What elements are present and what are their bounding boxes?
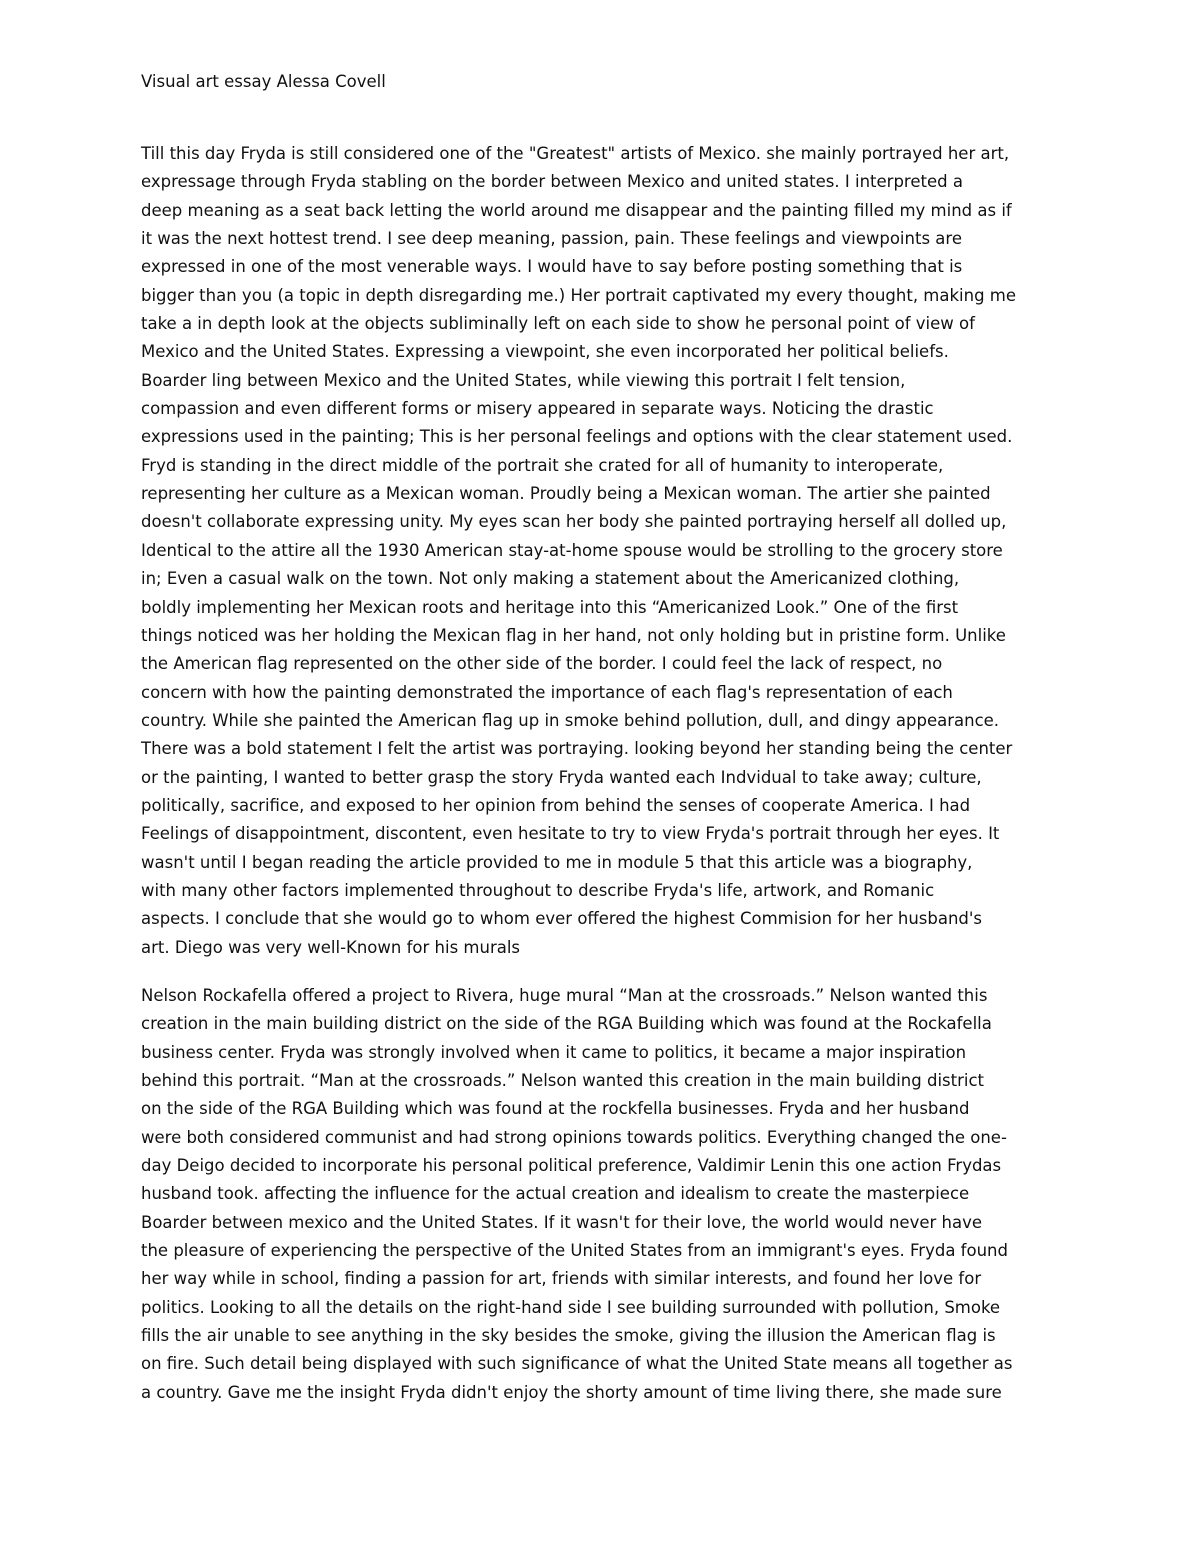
text-line: expressions used in the painting; This is her personal feelings and options with the clear statement used.	[141, 427, 1013, 447]
text-line: or the painting, I wanted to better grasp the story Fryda wanted each Indvidual to take away; culture,	[141, 767, 982, 787]
text-line: Fryd is standing in the direct middle of the portrait she crated for all of humanity to interoperate,	[141, 455, 944, 475]
text-line: aspects. I conclude that she would go to whom ever offered the highest Commision for her husband's	[141, 909, 983, 929]
text-line: expressage through Fryda stabling on the border between Mexico and united states. I interpreted a	[141, 172, 963, 192]
text-line: Mexico and the United States. Expressing a viewpoint, she even incorporated her political beliefs.	[141, 342, 949, 362]
essay-paragraph-1	[141, 140, 1061, 962]
text-line: wasn't until I began reading the article provided to me in module 5 that this article was a biography,	[141, 852, 973, 872]
text-line: day Deigo decided to incorporate his personal political preference, Valdimir Lenin this one action Frydas	[141, 1156, 1002, 1176]
text-line: on fire. Such detail being displayed with such significance of what the United State means all together as	[141, 1354, 1013, 1374]
text-line: expressed in one of the most venerable ways. I would have to say before posting something that is	[141, 257, 963, 277]
text-line: fills the air unable to see anything in the sky besides the smoke, giving the illusion the American flag is	[141, 1326, 996, 1346]
text-line: in; Even a casual walk on the town. Not only making a statement about the Americanized clothing,	[141, 569, 960, 589]
text-line: business center. Fryda was strongly involved when it came to politics, it became a major inspiration	[141, 1042, 967, 1062]
document-title: Visual art essay Alessa Covell	[141, 72, 386, 91]
text-line: doesn't collaborate expressing unity. My eyes scan her body she painted portraying herself all dolled up,	[141, 512, 1007, 532]
text-line: concern with how the painting demonstrated the importance of each flag's representation of each	[141, 682, 953, 702]
text-line: husband took. affecting the influence for the actual creation and idealism to create the masterpiece	[141, 1184, 970, 1204]
text-line: Till this day Fryda is still considered one of the "Greatest" artists of Mexico. she mainly portrayed her art,	[141, 144, 1010, 163]
text-line: Boarder ling between Mexico and the United States, while viewing this portrait I felt tension,	[141, 370, 906, 390]
text-line: were both considered communist and had strong opinions towards politics. Everything changed the one-	[141, 1127, 1007, 1147]
text-line: Nelson Rockafella offered a project to Rivera, huge mural “Man at the crossroads.” Nelson wanted this	[141, 986, 988, 1005]
text-line: There was a bold statement I felt the artist was portraying. looking beyond her standing being the center	[141, 739, 1013, 759]
text-line: politics. Looking to all the details on the right-hand side I see building surrounded with pollution, Smoke	[141, 1297, 1001, 1317]
text-line: art. Diego was very well-Known for his murals	[141, 937, 521, 957]
text-line: her way while in school, finding a passion for art, friends with similar interests, and found her love for	[141, 1269, 982, 1289]
text-line: compassion and even different forms or misery appeared in separate ways. Noticing the drastic	[141, 399, 934, 419]
text-line: Boarder between mexico and the United States. If it wasn't for their love, the world would never have	[141, 1212, 983, 1232]
text-line: deep meaning as a seat back letting the world around me disappear and the painting filled my mind as if	[141, 200, 1012, 220]
text-line: bigger than you (a topic in depth disregarding me.) Her portrait captivated my every thought, making me	[141, 285, 1017, 305]
text-line: representing her culture as a Mexican woman. Proudly being a Mexican woman. The artier she painted	[141, 484, 991, 504]
text-line: take a in depth look at the objects subliminally left on each side to show he personal point of view of	[141, 314, 975, 334]
text-line: Identical to the attire all the 1930 American stay-at-home spouse would be strolling to the grocery store	[141, 540, 1003, 560]
text-line: the American flag represented on the other side of the border. I could feel the lack of respect, no	[141, 654, 943, 674]
text-line: Feelings of disappointment, discontent, even hesitate to try to view Fryda's portrait through her eyes. It	[141, 824, 1000, 844]
text-line: creation in the main building district on the side of the RGA Building which was found at the Rockafella	[141, 1014, 992, 1034]
text-line: a country. Gave me the insight Fryda didn't enjoy the shorty amount of time living there, she made sure	[141, 1382, 1002, 1402]
text-line: with many other factors implemented throughout to describe Fryda's life, artwork, and Romanic	[141, 880, 935, 900]
text-line: boldly implementing her Mexican roots and heritage into this “Americanized Look.” One of the first	[141, 597, 959, 617]
text-line: behind this portrait. “Man at the crossroads.” Nelson wanted this creation in the main building district	[141, 1071, 984, 1091]
text-line: on the side of the RGA Building which was found at the rockfella businesses. Fryda and her husband	[141, 1099, 970, 1119]
text-line: politically, sacrifice, and exposed to her opinion from behind the senses of cooperate America. I had	[141, 795, 971, 815]
text-line: it was the next hottest trend. I see deep meaning, passion, pain. These feelings and viewpoints are	[141, 229, 962, 249]
essay-paragraph-2	[141, 982, 1061, 1407]
text-line: things noticed was her holding the Mexican flag in her hand, not only holding but in pristine form. Unlike	[141, 625, 1006, 645]
text-line: the pleasure of experiencing the perspective of the United States from an immigrant's eyes. Fryda found	[141, 1241, 1008, 1261]
text-line: country. While she painted the American flag up in smoke behind pollution, dull, and dingy appearance.	[141, 710, 1000, 730]
